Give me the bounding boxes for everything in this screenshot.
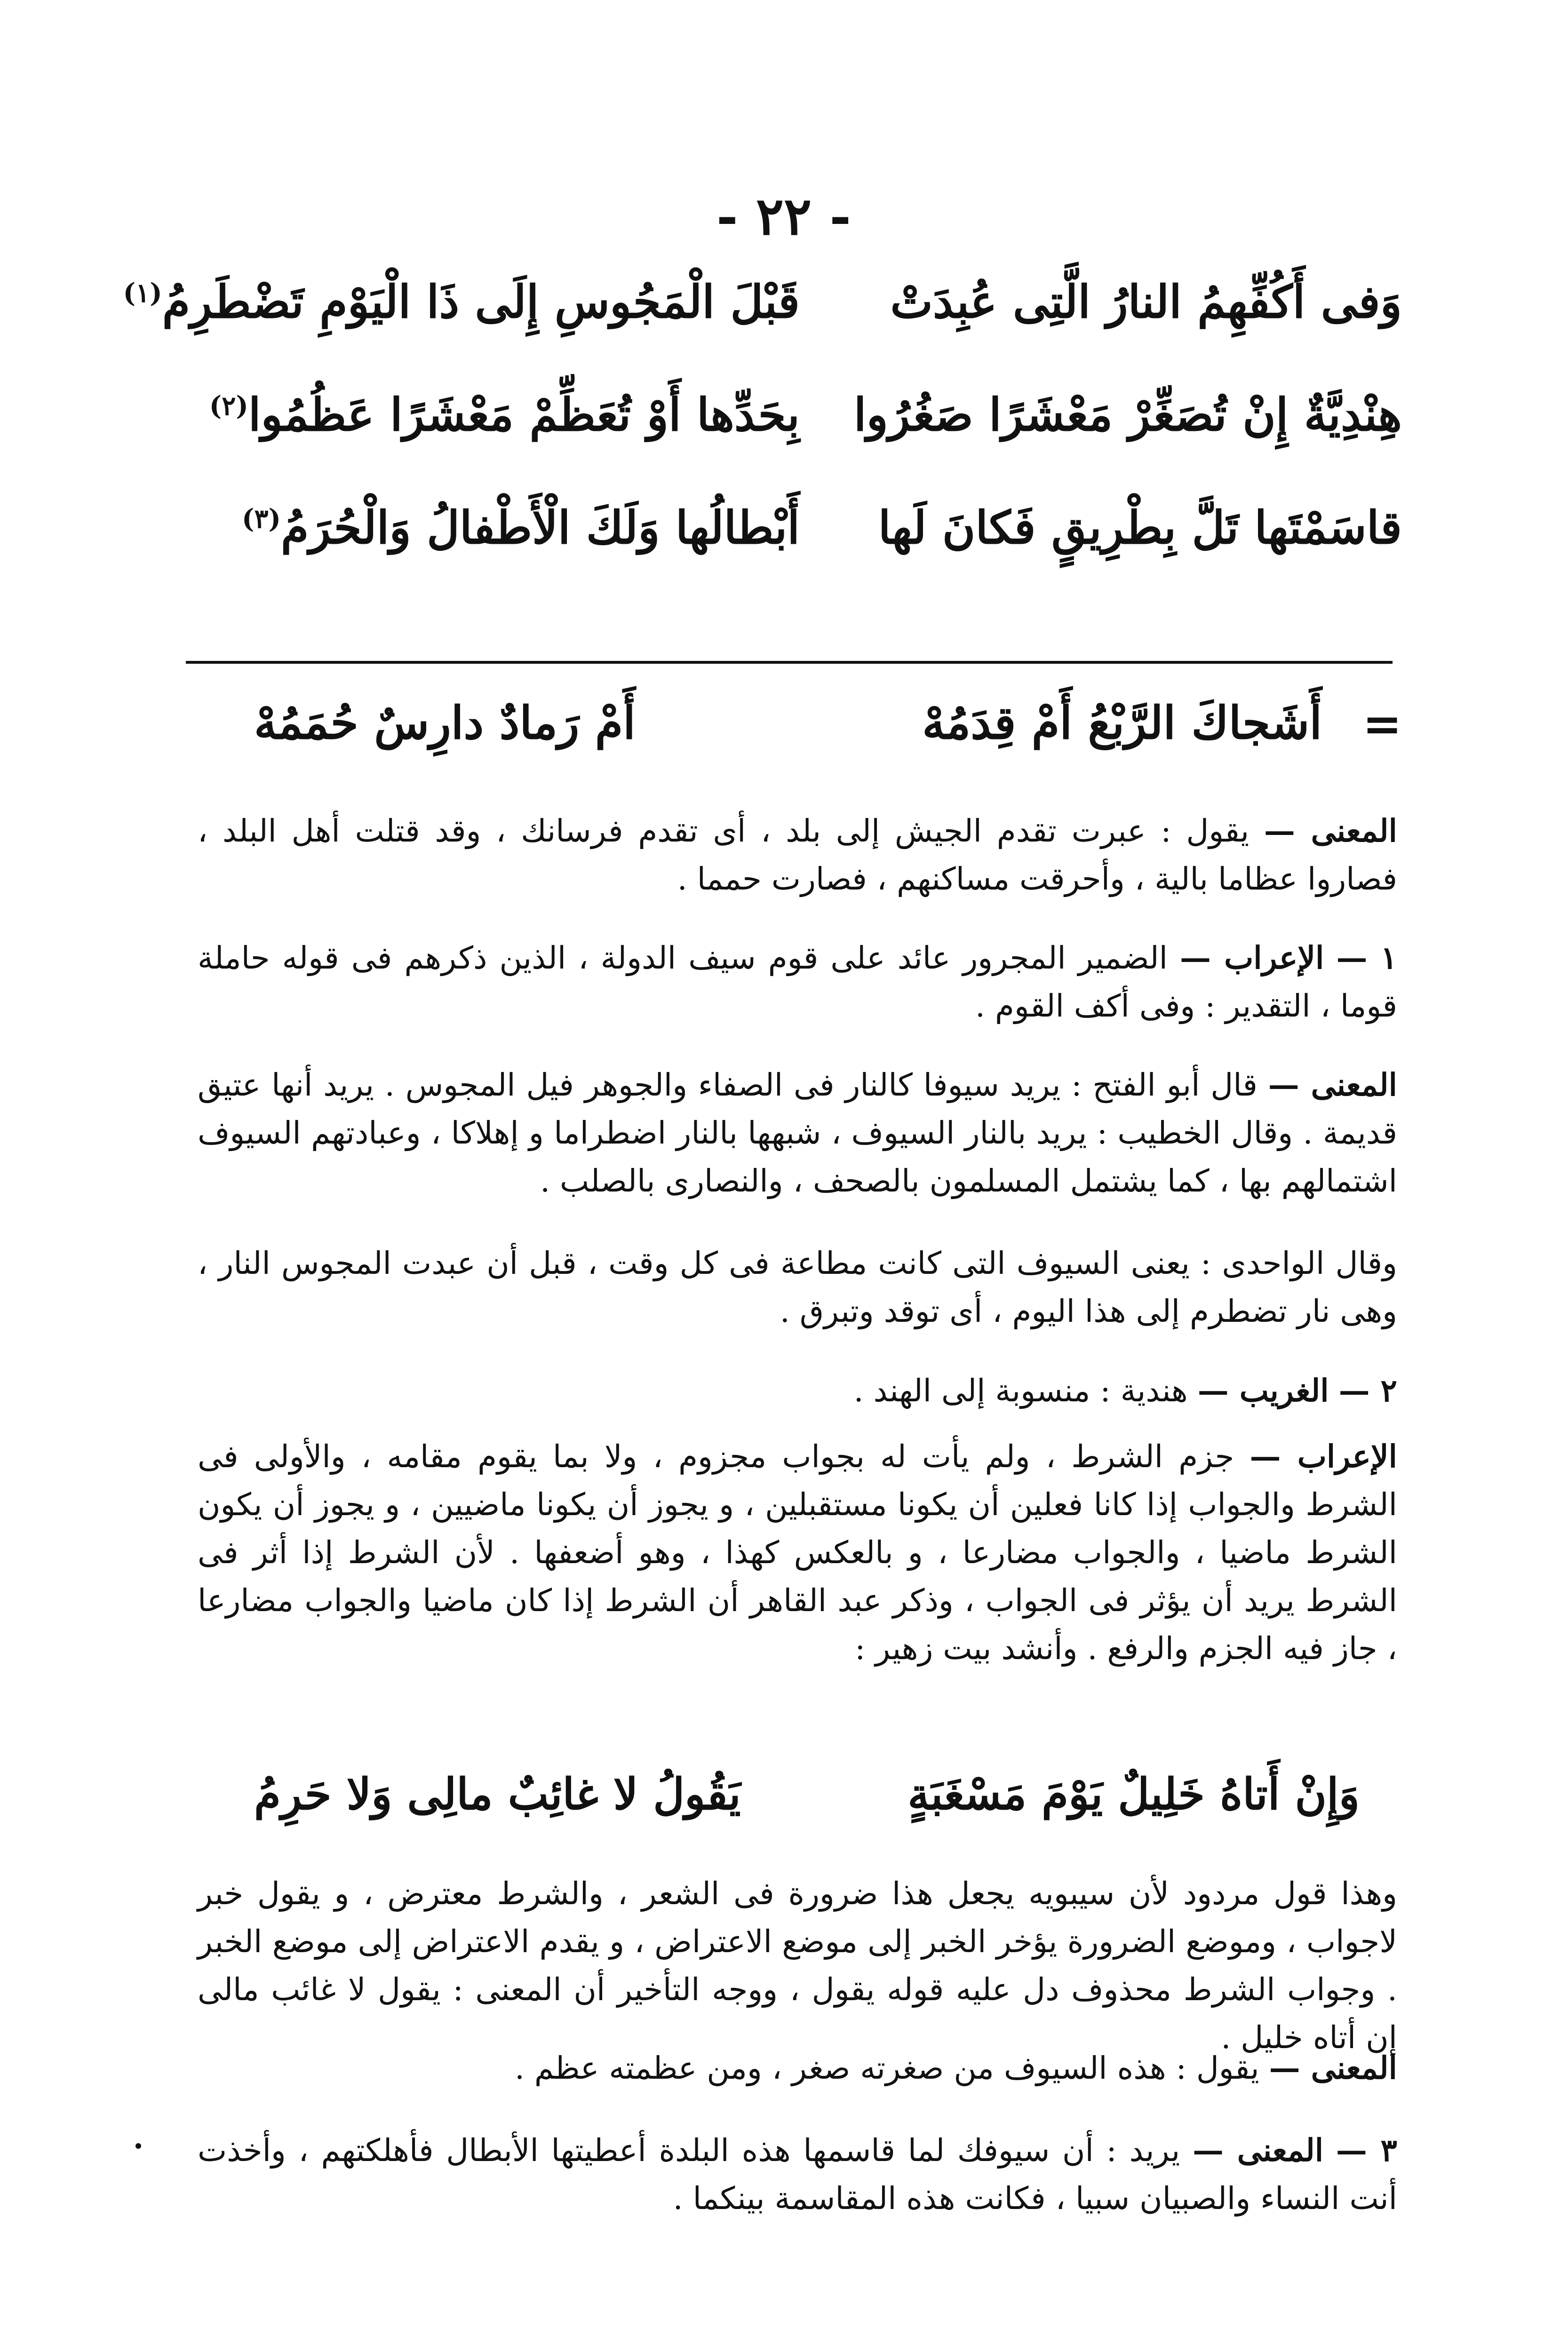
commentary-paragraph (198, 807, 1397, 903)
verse-2 (179, 388, 1402, 482)
footnote-ref: (٢) (209, 390, 248, 421)
commentary-label: الإعراب — (1180, 939, 1324, 976)
commentary-text: يقول : هذه السيوف من صغرته صغر ، ومن عظمته عظم . (514, 2050, 1259, 2086)
commentary-text: قال أبو الفتح : يريد سيوفا كالنار فى الصفاء والجوهر فيل المجوس . يريد أنها عتيق قديمة . وقال الخطيب : يريد بالنار السيوف ، شبهها بالنار اضطراما و إهلاكا ، وعبادتهم السيوف اشتمالهم بها ، كما يشتمل المسلمون بالصحف ، والنصارى بالصلب . (198, 1067, 1397, 1199)
commentary-paragraph (198, 934, 1397, 1030)
commentary-text: وقال الواحدى : يعنى السيوف التى كانت مطاعة فى كل وقت ، قبل أن عبدت المجوس النار ، وهى نار تضطرم إلى هذا اليوم ، أى توقد وتبرق . (198, 1245, 1397, 1329)
commentary-paragraph (198, 1432, 1397, 1673)
commentary-label: المعنى — (1264, 812, 1397, 849)
footnote-ref: (١) (123, 278, 162, 309)
quoted-first-hemistich: وَإِنْ أَتاهُ خَلِيلٌ يَوْمَ مَسْغَبَةٍ (907, 1769, 1360, 1820)
section-divider (186, 661, 1393, 664)
note-number: ٣ — (1336, 2132, 1397, 2169)
note-number: ١ — (1336, 939, 1397, 976)
commentary-label: المعنى — (1269, 2050, 1397, 2086)
verse-text: قَبْلَ الْمَجُوسِ إِلَى ذَا الْيَوْمِ تَضْطَرِمُ (162, 275, 800, 328)
page-number: - ٢٢ - (716, 186, 852, 246)
commentary-text: يريد : أن سيوفك لما قاسمها هذه البلدة أعطيتها الأبطال فأهلكتهم ، وأخذت أنت النساء والصبيان سبيا ، فكانت هذه المقاسمة بينكما . (198, 2132, 1397, 2217)
verse-first-hemistich: قاسَمْتَها تَلَّ بِطْرِيقٍ فَكانَ لَها (878, 501, 1402, 554)
verse-1 (123, 275, 1402, 369)
commentary-paragraph (198, 2044, 1397, 2092)
epigraph-marker: = (1362, 696, 1402, 752)
epigraph-second-hemistich: أَمْ رَمادٌ دارِسٌ حُمَمُهْ (254, 696, 636, 749)
commentary-paragraph (198, 1061, 1397, 1205)
commentary-label: الغريب — (1197, 1372, 1329, 1409)
epigraph-first-hemistich: أَشَجاكَ الرَّبْعُ أَمْ قِدَمُهْ (922, 696, 1322, 749)
commentary-label: المعنى — (1268, 1066, 1397, 1103)
verse-second-hemistich (207, 388, 800, 441)
commentary-label: الإعراب — (1250, 1438, 1397, 1475)
verse-text: أَبْطالُها وَلَكَ الْأَطْفالُ وَالْحُرَمُ (281, 501, 800, 554)
note-number: ٢ — (1338, 1372, 1397, 1409)
footnote-ref: (٣) (241, 503, 281, 534)
epigraph-verse (198, 696, 1402, 790)
commentary-paragraph (198, 1870, 1397, 2062)
verse-text: بِحَدِّها أَوْ تُعَظِّمْ مَعْشَرًا عَظُمُوا (248, 388, 800, 441)
commentary-paragraph (198, 2126, 1397, 2223)
verse-3 (179, 501, 1402, 595)
commentary-label: المعنى — (1193, 2132, 1324, 2169)
verse-first-hemistich: وَفى أَكُفِّهِمُ النارُ الَّتِى عُبِدَتْ (890, 275, 1402, 328)
commentary-text: يقول : عبرت تقدم الجيش إلى بلد ، أى تقدم فرسانك ، وقد قتلت أهل البلد ، فصاروا عظاما بالية ، وأحرقت مساكنهم ، فصارت حمما . (198, 813, 1397, 897)
verse-second-hemistich (207, 501, 800, 554)
commentary-paragraph (198, 1367, 1397, 1415)
verse-first-hemistich: هِنْدِيَّةٌ إِنْ تُصَغِّرْ مَعْشَرًا صَغُرُوا (853, 388, 1402, 441)
stray-mark (135, 2143, 141, 2149)
commentary-text: وهذا قول مردود لأن سيبويه يجعل هذا ضرورة فى الشعر ، والشرط معترض ، و يقول خبر لاجواب ، وموضع الضرورة يؤخر الخبر إلى موضع الاعتراض ، و يقدم الاعتراض إلى موضع الخبر . وجواب الشرط محذوف دل عليه قوله يقول ، ووجه التأخير أن المعنى : يقول لا غائب مالى إن أتاه خليل . (198, 1875, 1397, 2056)
commentary-paragraph (198, 1240, 1397, 1335)
commentary-text: هندية : منسوبة إلى الهند . (853, 1373, 1188, 1409)
commentary-text: جزم الشرط ، ولم يأت له بجواب مجزوم ، ولا بما يقوم مقامه ، والأولى فى الشرط والجواب إذا كانا فعلين أن يكونا مستقبلين ، و يجوز أن يكونا ماضيين ، و يجوز أن يكون الشرط ماضيا ، والجواب مضارعا ، و بالعكس كهذا ، وهو أضعفها . لأن الشرط إذا أثر فى الشرط يريد أن يؤثر فى الجواب ، وذكر عبد القاهر أن الشرط إذا كان ماضيا والجواب مضارعا ، جاز فيه الجزم والرفع . وأنشد بيت زهير : (198, 1438, 1397, 1667)
verse-second-hemistich (123, 275, 800, 328)
quoted-verse (202, 1769, 1388, 1853)
commentary-text: الضمير المجرور عائد على قوم سيف الدولة ، الذين ذكرهم فى قوله حاملة قوما ، التقدير : وفى أكف القوم . (198, 940, 1397, 1024)
quoted-second-hemistich: يَقُولُ لا غائِبٌ مالِى وَلا حَرِمُ (254, 1769, 741, 1820)
